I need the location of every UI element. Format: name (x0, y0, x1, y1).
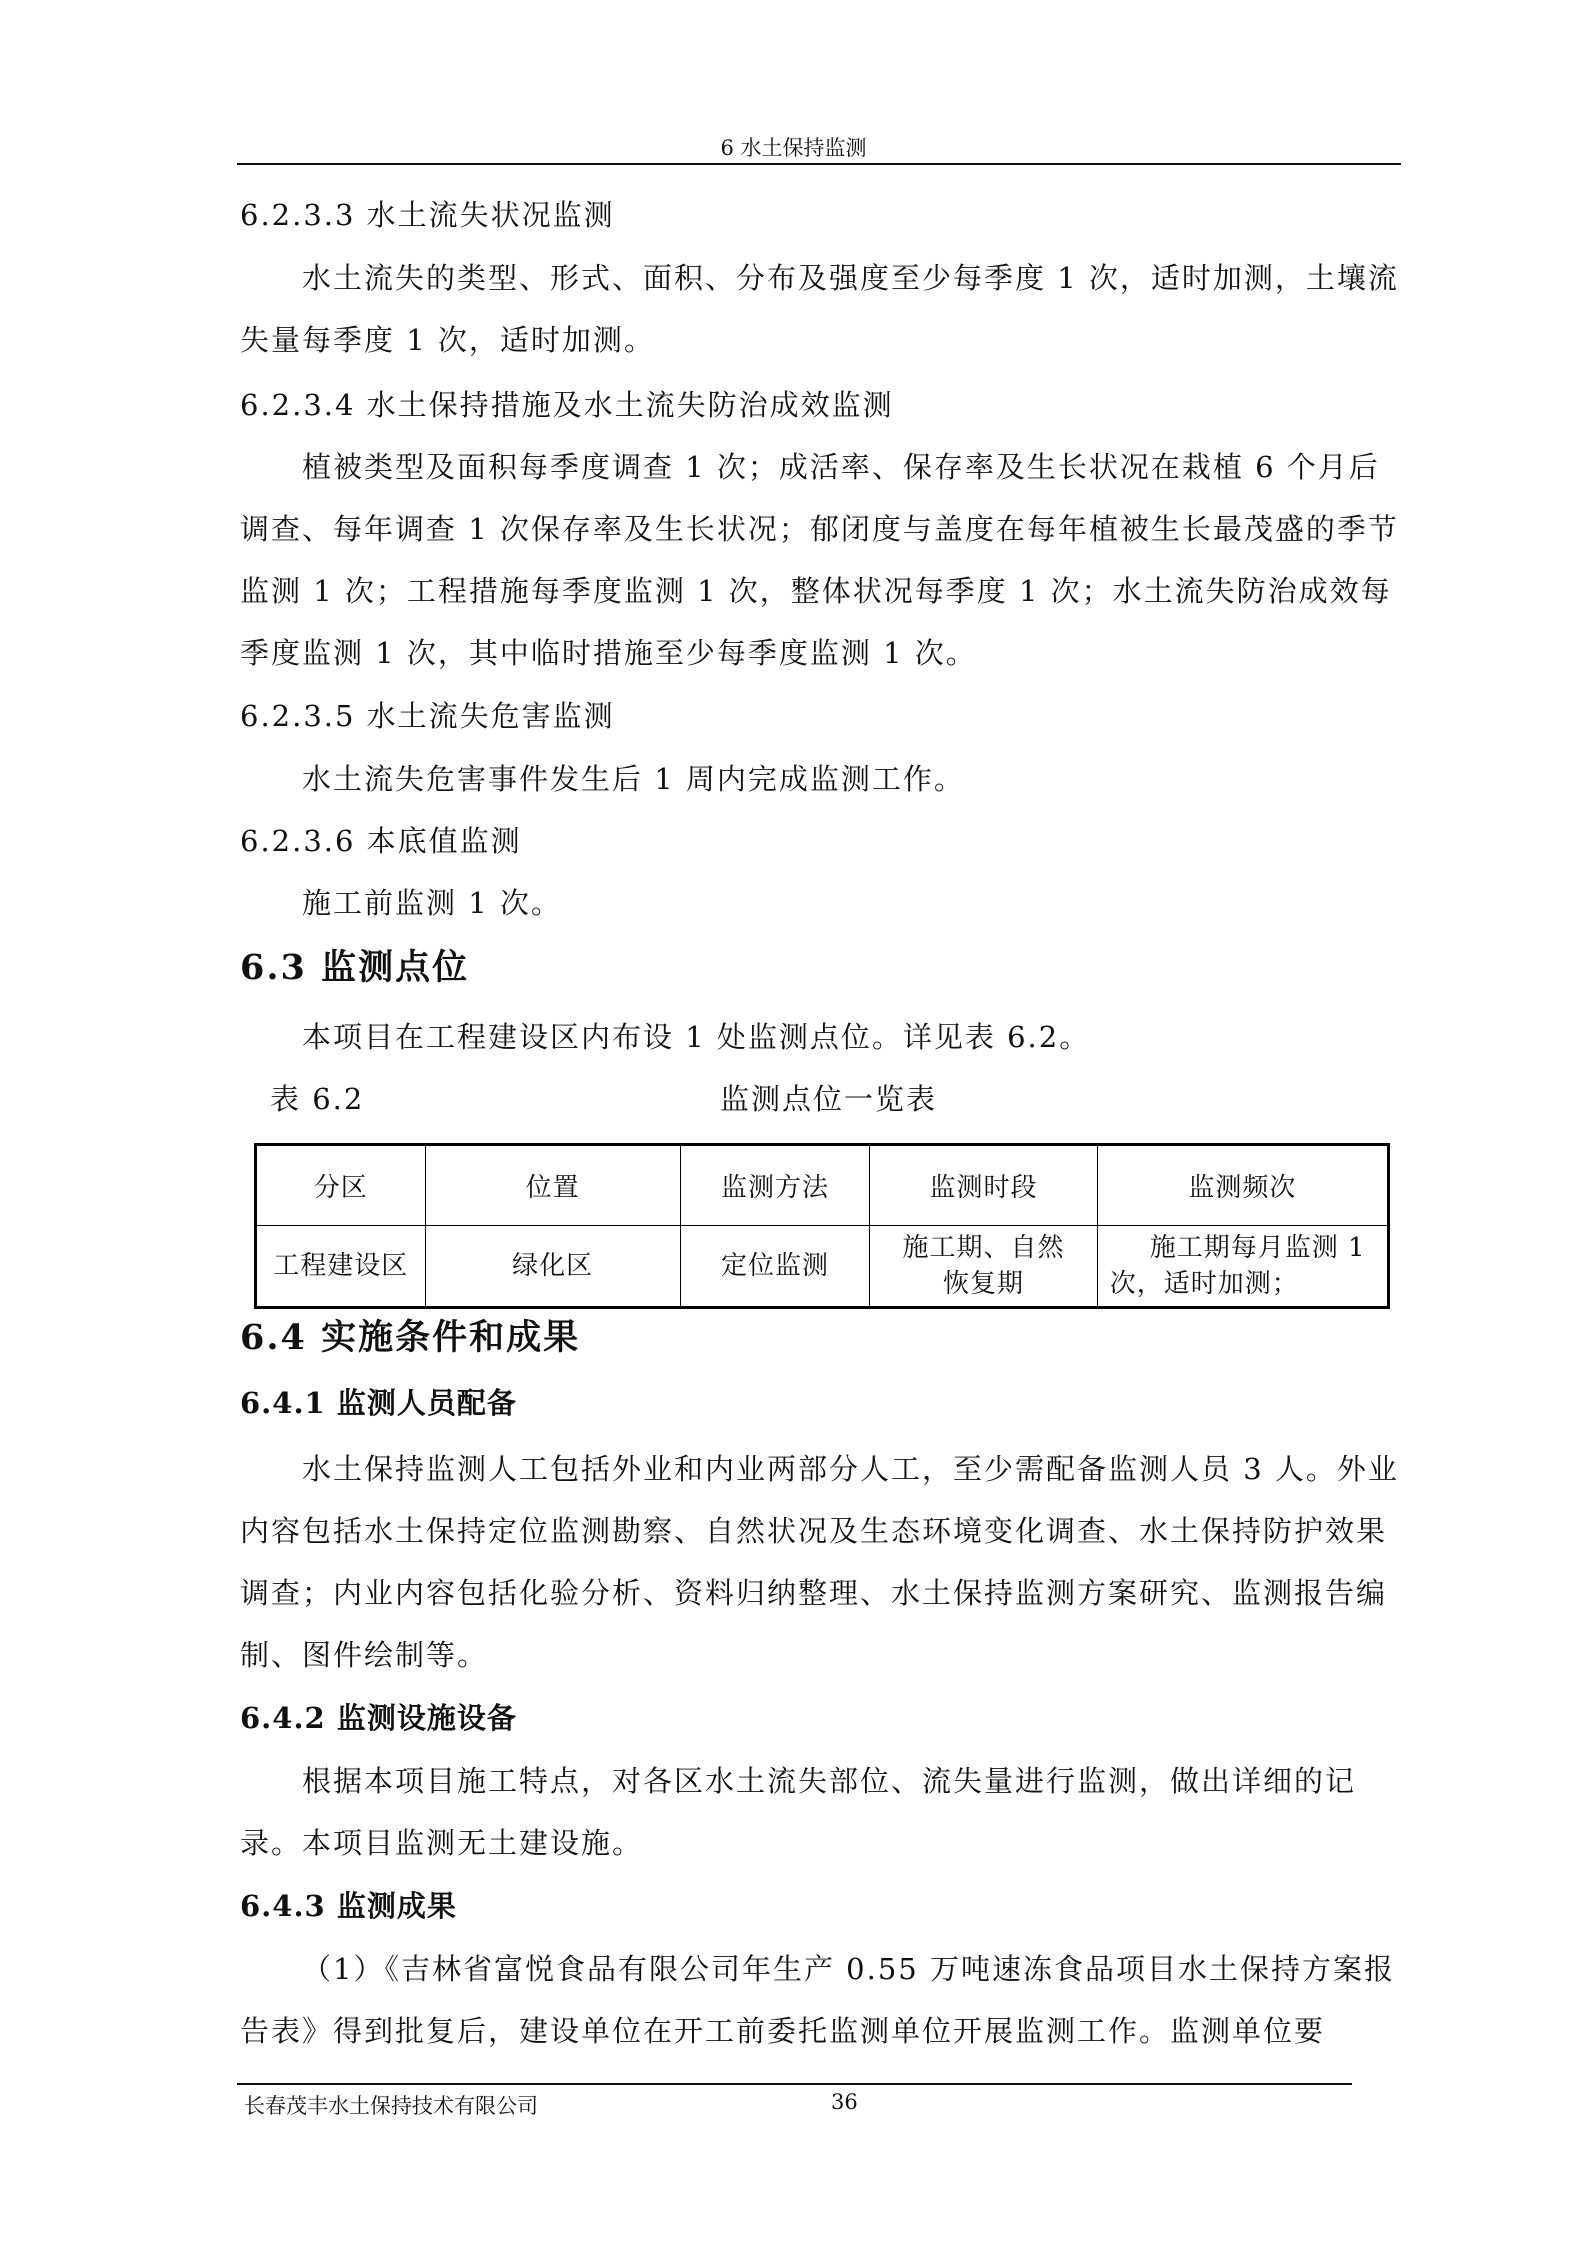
table-cell: 施工期每月监测 1 次，适时加测； (1097, 1226, 1388, 1308)
header-rule (237, 163, 1401, 165)
paragraph-6-2-3-3: 水土流失的类型、形式、面积、分布及强度至少每季度 1 次，适时加测，土壤流失量每季度 1 次，适时加测。 (240, 261, 1399, 357)
table-header-cell: 监测频次 (1097, 1145, 1388, 1226)
page-number: 36 (831, 2090, 858, 2114)
table-header-cell: 监测时段 (870, 1145, 1098, 1226)
heading-6-4-2: 6.4.2 监测设施设备 (240, 1701, 517, 1735)
table-number: 表 6.2 (270, 1082, 365, 1116)
table-header-cell: 位置 (425, 1145, 680, 1226)
heading-6-2-3-3: 6.2.3.3 水土流失状况监测 (240, 198, 615, 232)
paragraph-6-4-2: 根据本项目施工特点，对各区水土流失部位、流失量进行监测，做出详细的记录。本项目监测无土建设施。 (240, 1764, 1357, 1860)
heading-6-2-3-5: 6.2.3.5 水土流失危害监测 (240, 699, 615, 733)
table-title: 监测点位一览表 (720, 1082, 938, 1116)
paragraph-6-2-3-6: 施工前监测 1 次。 (302, 886, 562, 920)
paragraph-6-2-3-4: 植被类型及面积每季度调查 1 次；成活率、保存率及生长状况在栽植 6 个月后调查、每年调查 1 次保存率及生长状况；郁闭度与盖度在每年植被生长最茂盛的季节监测 1 次；工程措施每季度监测 1 次，整体状况每季度 1 次；水土流失防治成效每季度监测 1 次，其中临时措施至少每季度监测 1 次。 (240, 450, 1399, 670)
paragraph-6-4-1: 水土保持监测人工包括外业和内业两部分人工，至少需配备监测人员 3 人。外业内容包括水土保持定位监测勘察、自然状况及生态环境变化调查、水土保持防护效果调查；内业内容包括化验分析、资料归纳整理、水土保持监测方案研究、监测报告编制、图件绘制等。 (240, 1452, 1399, 1672)
table-cell: 工程建设区 (256, 1226, 426, 1308)
table-cell: 绿化区 (425, 1226, 680, 1308)
table-header-row (256, 1145, 1389, 1226)
monitoring-points-table (254, 1143, 1390, 1309)
heading-6-2-3-4: 6.2.3.4 水土保持措施及水土流失防治成效监测 (240, 388, 894, 422)
paragraph-6-2-3-5: 水土流失危害事件发生后 1 周内完成监测工作。 (302, 762, 965, 796)
footer-rule (237, 2083, 1352, 2085)
heading-6-3: 6.3 监测点位 (240, 947, 470, 988)
heading-6-4-3: 6.4.3 监测成果 (240, 1889, 457, 1923)
table-header-cell: 分区 (256, 1145, 426, 1226)
running-header: 6 水土保持监测 (720, 136, 867, 160)
table-cell: 定位监测 (680, 1226, 869, 1308)
paragraph-6-4-3: （1）《吉林省富悦食品有限公司年生产 0.55 万吨速冻食品项目水土保持方案报告表》得到批复后，建设单位在开工前委托监测单位开展监测工作。监测单位要 (240, 1952, 1395, 2048)
heading-6-4: 6.4 实施条件和成果 (240, 1317, 581, 1358)
table-row (256, 1226, 1389, 1308)
heading-6-2-3-6: 6.2.3.6 本底值监测 (240, 824, 522, 858)
heading-6-4-1: 6.4.1 监测人员配备 (240, 1386, 517, 1420)
table-header-cell: 监测方法 (680, 1145, 869, 1226)
footer-company: 长春茂丰水土保持技术有限公司 (244, 2094, 538, 2118)
paragraph-6-3: 本项目在工程建设区内布设 1 处监测点位。详见表 6.2。 (302, 1020, 1091, 1054)
table-cell: 施工期、自然恢复期 (870, 1226, 1098, 1308)
